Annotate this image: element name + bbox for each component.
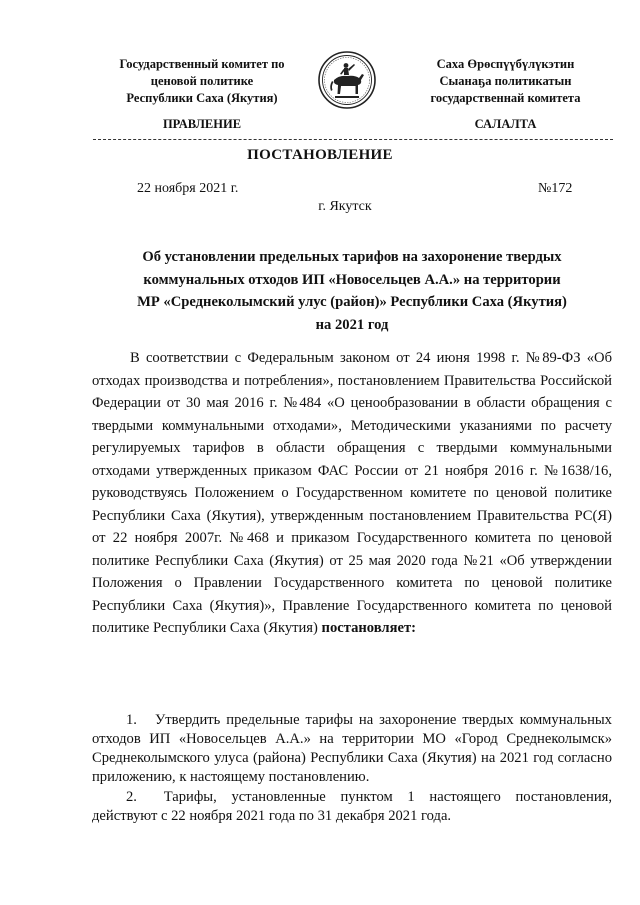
header-left-line: Государственный комитет по [119, 57, 285, 71]
title-line: коммунальных отходов ИП «Новосельцев А.А.» на территории [143, 271, 561, 288]
resolves-word: постановляет: [321, 620, 416, 636]
title-line: Об установлении предельных тарифов на захоронение твердых [142, 249, 562, 265]
header-divider [93, 139, 613, 140]
item-text: Тарифы, установленные пунктом 1 настоящего постановления, действуют с 22 ноября 2021 года по 31 декабря 2021 года. [92, 789, 612, 824]
document-type: ПОСТАНОВЛЕНИЕ [247, 147, 393, 163]
document-city: г. Якутск [318, 199, 372, 214]
resolution-items [92, 711, 612, 826]
header-right-line: Сыанаҕа политикатын [439, 74, 572, 88]
department-yakut: САЛАЛТА [474, 117, 537, 131]
resolution-item [92, 711, 612, 787]
committee-name-yakut [398, 56, 613, 107]
title-line: на 2021 год [315, 316, 389, 333]
document-title [92, 246, 612, 336]
header-left-line: Республики Саха (Якутия) [126, 91, 278, 105]
resolution-item [92, 788, 612, 826]
preamble-paragraph [92, 347, 612, 640]
header-right-line: государственнай комитета [430, 91, 581, 105]
department-russian: ПРАВЛЕНИЕ [162, 117, 242, 131]
coat-of-arms-yakutia-emblem [317, 50, 377, 110]
title-line: МР «Среднеколымский улус (район)» Республики Саха (Якутия) [137, 294, 567, 310]
item-text: Утвердить предельные тарифы на захоронение твердых коммунальных отходов ИП «Новосельцев А.А.» на территории МО «Город Среднеколымск» Среднеколымского улуса (района) Республики Саха (Якутия) на 2021 год согласно приложению, к настоящему постановлению. [92, 712, 612, 785]
header-right-line: Саха Өрөспүүбүлүкэтин [436, 57, 575, 71]
header-left-line: ценовой политике [150, 74, 254, 88]
committee-name-russian [92, 56, 312, 107]
document-date: 22 ноября 2021 г. [137, 181, 239, 196]
document-body [92, 347, 612, 640]
item-number: 1. [126, 712, 137, 728]
preamble-text: В соответствии с Федеральным законом от 24 июня 1998 г. №89-ФЗ «Об отходах производства и потребления», постановлением Правительства Российской Федерации от 30 мая 2016 г. №484 «О ценообразовании в области обращения с твердыми коммунальными отходами», Методическими указаниями по расчету регулируемых тарифов в области обращения с твердыми коммунальными отходами утвержденных приказом ФАС России от 21 ноября 2016 г. №1638/16, руководствуясь Положением о Государственном комитете по ценовой политике Республики Саха (Якутия), утвержденным постановлением Правительства РС(Я) от 22 ноября 2007г. №468 и приказом Государственного комитета по ценовой политике Республики Саха (Якутия) от 25 мая 2020 года №21 «Об утверждении Положения о Правлении Государственного комитета по ценовой политике Республики Саха (Якутия)», Правление Государственного комитета по ценовой политике Республики Саха (Якутия) [92, 350, 612, 636]
document-number: №172 [538, 181, 573, 196]
item-number: 2. [126, 789, 137, 805]
